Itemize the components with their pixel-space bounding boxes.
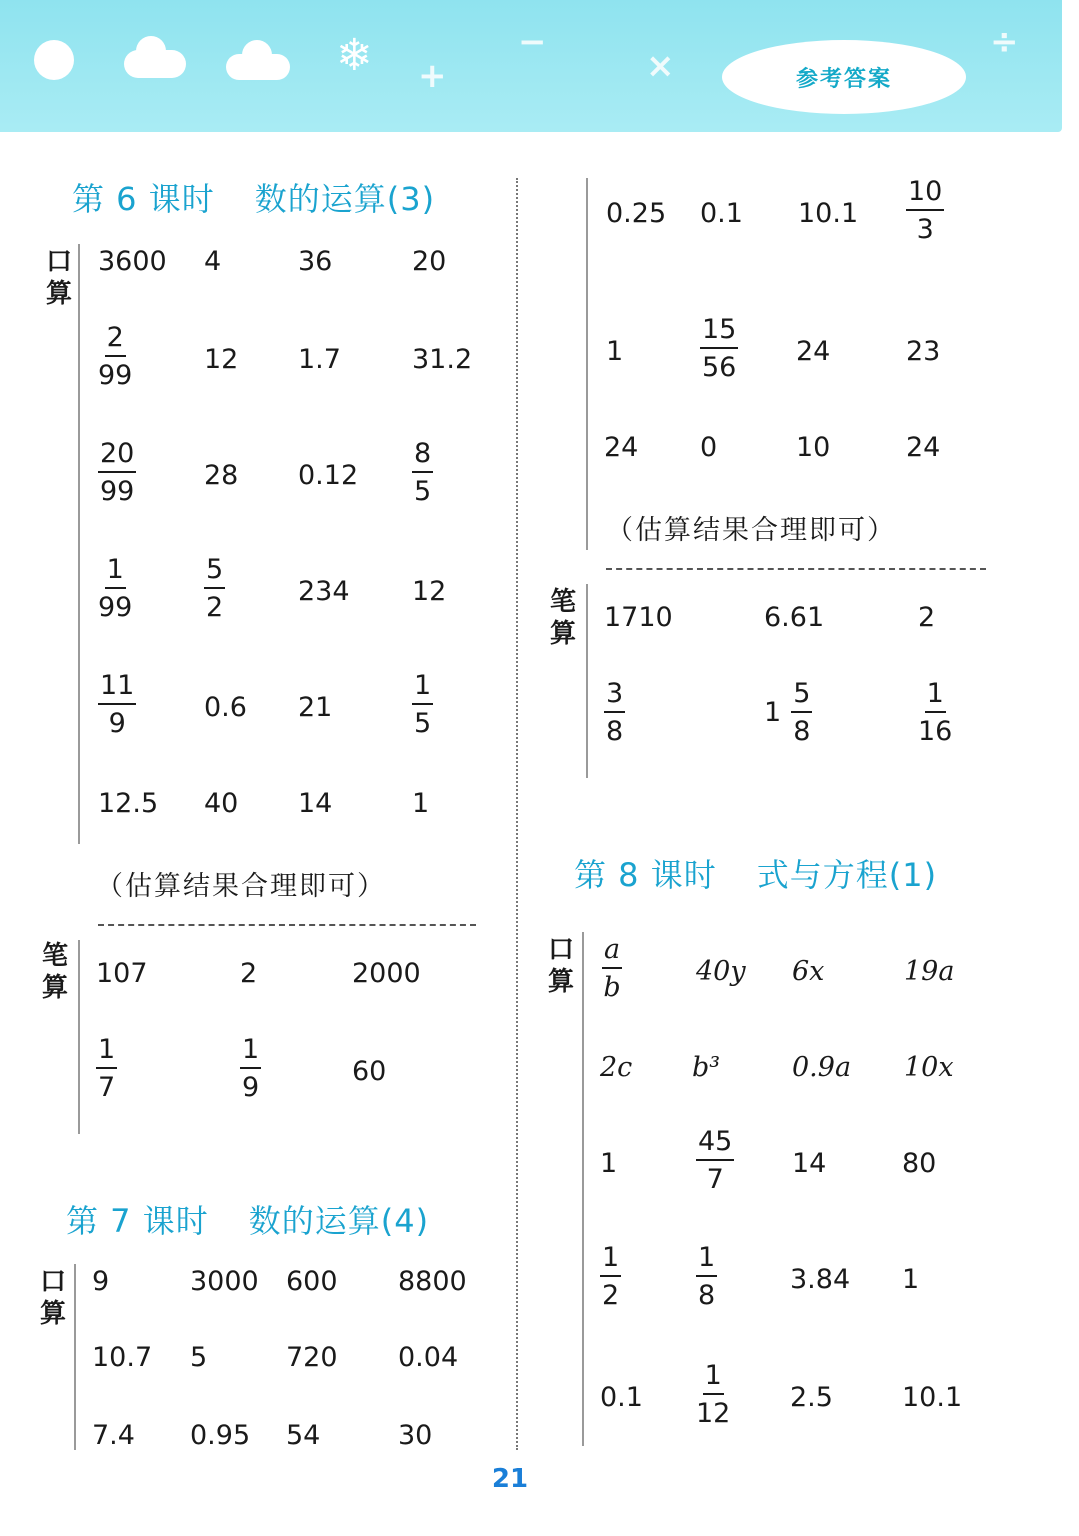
section-rule	[586, 584, 588, 778]
lesson6-title: 第 6 课时 数的运算(3)	[72, 180, 436, 218]
lesson7-title: 第 7 课时 数的运算(4)	[66, 1202, 430, 1240]
answer-cell: 60	[352, 1056, 387, 1087]
answer-cell: 0.04	[398, 1342, 459, 1373]
fraction: $\frac{1}{16}$	[918, 678, 953, 747]
answer-cell: 4	[204, 246, 222, 277]
answer-cell: 54	[286, 1420, 321, 1451]
answer-cell: 0.1	[700, 198, 743, 229]
answer-cell: 40	[204, 788, 239, 819]
answer-cell: 0.1	[600, 1382, 643, 1413]
fraction: $\frac{8}{5}$	[414, 438, 432, 507]
answer-cell: b³	[692, 1052, 721, 1083]
mixed-number: 1 $\frac{5}{8}$	[764, 678, 811, 747]
answer-cell: 36	[298, 246, 333, 277]
answer-cell: 80	[902, 1148, 937, 1179]
answer-cell: 12	[412, 576, 447, 607]
snowflake-icon: ❄	[336, 30, 373, 81]
fraction: $\frac{10}{3}$	[908, 176, 943, 245]
answer-cell: 3000	[190, 1266, 259, 1297]
answer-cell: 23	[906, 336, 941, 367]
answer-cell: 1.7	[298, 344, 341, 375]
answer-cell: 2	[918, 602, 936, 633]
answer-cell: 10.1	[798, 198, 859, 229]
answer-cell: 7.4	[92, 1420, 135, 1451]
minus-icon: −	[518, 22, 547, 62]
header-banner	[0, 0, 1062, 132]
dashed-separator	[98, 924, 476, 926]
dashed-separator	[606, 568, 986, 570]
answer-cell: 0.12	[298, 460, 359, 491]
answer-cell: 5	[190, 1342, 208, 1373]
times-icon: ×	[646, 46, 675, 86]
answer-cell: 2.5	[790, 1382, 833, 1413]
answer-cell: 6.61	[764, 602, 825, 633]
answer-cell: 1	[902, 1264, 920, 1295]
oral-label: 口 算	[39, 1267, 66, 1329]
oral-label: 口 算	[547, 935, 574, 997]
answer-cell: 24	[796, 336, 831, 367]
answer-cell: 10x	[904, 1052, 954, 1083]
fraction: $\frac{45}{7}$	[698, 1126, 733, 1195]
section-rule	[78, 940, 80, 1134]
fraction: $\frac{a}{b}$	[603, 934, 621, 1003]
plus-icon: +	[418, 56, 447, 96]
section-rule	[78, 244, 80, 844]
section-rule	[74, 1264, 76, 1450]
fraction: $\frac{1}{12}$	[696, 1360, 731, 1429]
answer-cell: 1	[606, 336, 624, 367]
answer-cell: 1	[412, 788, 430, 819]
answer-cell: 30	[398, 1420, 433, 1451]
answer-cell: 21	[298, 692, 333, 723]
divide-icon: ÷	[990, 22, 1019, 62]
answer-cell: 10.1	[902, 1382, 963, 1413]
answer-cell: 28	[204, 460, 239, 491]
answer-cell: 8800	[398, 1266, 467, 1297]
answer-cell: 12	[204, 344, 239, 375]
answer-cell: 19a	[904, 956, 955, 987]
written-label: 笔 算	[549, 587, 576, 649]
answer-cell: 2000	[352, 958, 421, 989]
fraction: $\frac{1}{99}$	[98, 554, 133, 623]
sun-icon	[34, 40, 74, 80]
section-rule	[582, 932, 584, 1446]
fraction: $\frac{1}{2}$	[602, 1242, 620, 1311]
fraction: $\frac{11}{9}$	[100, 670, 135, 739]
fraction: $\frac{15}{56}$	[702, 314, 737, 383]
column-divider	[516, 178, 518, 1450]
answer-cell: 14	[298, 788, 333, 819]
answer-cell: 24	[906, 432, 941, 463]
answer-cell: 20	[412, 246, 447, 277]
answer-cell: 0	[700, 432, 718, 463]
answer-label: 参考答案	[722, 40, 966, 114]
fraction: $\frac{20}{99}$	[100, 438, 135, 507]
fraction: $\frac{1}{8}$	[698, 1242, 716, 1311]
fraction: $\frac{2}{99}$	[98, 322, 133, 391]
answer-cell: 24	[604, 432, 639, 463]
answer-cell: 14	[792, 1148, 827, 1179]
answer-cell: 2c	[600, 1052, 633, 1083]
answer-cell: 0.95	[190, 1420, 251, 1451]
answer-cell: 9	[92, 1266, 110, 1297]
fraction: $\frac{5}{2}$	[206, 554, 224, 623]
answer-cell: 31.2	[412, 344, 473, 375]
fraction: $\frac{1}{9}$	[242, 1034, 260, 1103]
fraction: $\frac{3}{8}$	[606, 678, 624, 747]
estimate-note: （估算结果合理即可）	[606, 515, 896, 546]
section-rule	[586, 178, 588, 550]
answer-cell: 1710	[604, 602, 673, 633]
answer-cell: 0.25	[606, 198, 667, 229]
answer-cell: 3600	[98, 246, 167, 277]
answer-cell: 10	[796, 432, 831, 463]
answer-cell: 40y	[696, 956, 746, 987]
answer-cell: 6x	[792, 956, 825, 987]
answer-cell: 2	[240, 958, 258, 989]
answer-cell: 12.5	[98, 788, 159, 819]
answer-cell: 720	[286, 1342, 338, 1373]
estimate-note: （估算结果合理即可）	[96, 871, 386, 902]
written-label: 笔 算	[41, 941, 68, 1003]
answer-cell: 107	[96, 958, 148, 989]
answer-cell: 234	[298, 576, 350, 607]
answer-cell: 1	[600, 1148, 618, 1179]
answer-cell: 0.6	[204, 692, 247, 723]
lesson8-title: 第 8 课时 式与方程(1)	[574, 856, 938, 894]
oral-label: 口 算	[45, 247, 72, 309]
answer-cell: 600	[286, 1266, 338, 1297]
fraction: $\frac{1}{7}$	[98, 1034, 116, 1103]
fraction: $\frac{1}{5}$	[414, 670, 432, 739]
answer-cell: 10.7	[92, 1342, 153, 1373]
answer-cell: 0.9a	[792, 1052, 852, 1083]
answer-cell: 3.84	[790, 1264, 851, 1295]
page-number: 21	[491, 1464, 529, 1494]
